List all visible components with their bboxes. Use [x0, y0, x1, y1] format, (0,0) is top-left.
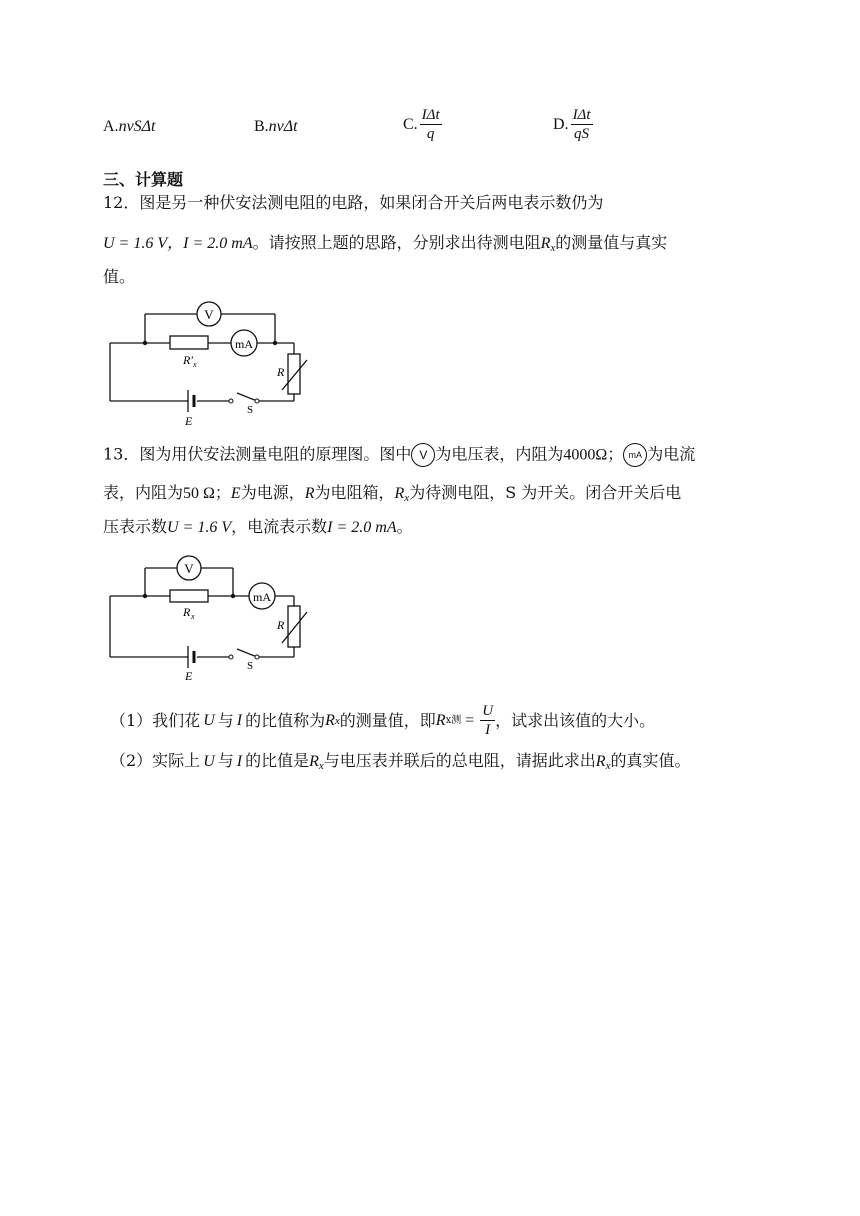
p1-a: （1）我们花: [110, 710, 201, 730]
p1-u: U: [203, 711, 215, 729]
p1-b: 与: [217, 710, 234, 730]
p1-e: ，试求出该值的大小。: [495, 710, 656, 730]
circuit-diagram-1: [105, 298, 315, 428]
q13-l2-e: 为待测电阻，S 为开关。闭合开关后电: [409, 483, 682, 502]
q13-l2-b: ；: [214, 483, 231, 502]
p1-i: I: [236, 711, 243, 729]
option-c-denominator: q: [426, 126, 435, 142]
option-c-fraction: [420, 106, 442, 143]
p1-eq: =: [465, 711, 475, 729]
option-d-numerator: IΔt: [572, 107, 591, 123]
q13-r: R: [304, 485, 315, 502]
q13-l3-b: ，电流表示数: [231, 517, 328, 536]
option-c: [403, 106, 442, 143]
q13-e: E: [230, 485, 241, 502]
q12-line2-b: 的测量值与真实: [555, 233, 668, 252]
rheostat-label-2: R: [277, 618, 285, 632]
q13-part2: [110, 750, 690, 777]
q12-line2: [103, 232, 667, 259]
q12-eq-u: U = 1.6 V，: [103, 235, 184, 252]
p1-rx: R: [325, 711, 335, 729]
switch-label-2: S: [247, 660, 254, 672]
option-d-fraction: [571, 106, 593, 143]
p1-c: 的比值称为: [245, 710, 326, 730]
p2-rx2-sub: x: [605, 760, 611, 772]
q13-i-eq: I = 2.0 mA: [327, 519, 397, 536]
p2-rx-sub: x: [318, 760, 324, 772]
q12-line3: 值。: [103, 267, 136, 286]
q13-l1-c: ；: [607, 444, 624, 464]
p2-b: 与: [217, 751, 234, 770]
circuit-diagram-2: [105, 550, 315, 682]
p2-e: 的真实值。: [610, 751, 691, 770]
q13-l3-a: 压表示数: [103, 517, 168, 536]
battery-label-2: E: [185, 669, 193, 682]
p2-u: U: [203, 753, 215, 770]
q13-l2-d: 为电阻箱，: [314, 483, 395, 502]
rheostat-symbol-2: [288, 606, 300, 647]
option-b-letter: B.: [254, 118, 269, 135]
option-c-letter: C.: [403, 116, 418, 133]
p1-d: 的测量值，即: [339, 710, 436, 730]
option-b-expr: nvΔt: [268, 118, 298, 135]
q13-u-eq: U = 1.6 V: [167, 519, 232, 536]
q13-line2: [103, 482, 681, 509]
q13-l2-c: 为电源，: [240, 483, 305, 502]
ammeter-icon: mA: [623, 443, 647, 467]
q13-l1-b: 为电压表，内阻为: [435, 444, 564, 464]
q13-line3: [103, 516, 413, 539]
option-d-denominator: qS: [574, 126, 590, 142]
q13-l2-a: 表，内阻为: [103, 483, 184, 502]
q12-rx-sub: x: [550, 242, 556, 254]
q12-line2-a: 。请按照上题的思路，分别求出待测电阻: [252, 233, 541, 252]
q13-rx: R: [394, 485, 405, 502]
option-a: [103, 115, 156, 138]
p2-i: I: [236, 753, 243, 770]
p1-fraction: [480, 702, 495, 739]
rheostat-symbol: [288, 354, 300, 394]
ammeter-label: mA: [235, 337, 253, 351]
option-b: [254, 115, 298, 138]
rx-label-2: R: [183, 605, 191, 619]
battery-label: E: [185, 414, 193, 428]
q13-part1: [110, 702, 655, 739]
p2-a: （2）实际上: [110, 751, 201, 770]
voltmeter-icon: V: [411, 443, 435, 467]
q13-line1: [103, 443, 695, 467]
p2-c: 的比值是: [245, 751, 310, 770]
switch-label: S: [247, 404, 254, 416]
voltmeter-label-2: V: [184, 561, 194, 576]
option-a-letter: A.: [103, 118, 119, 135]
rheostat-label: R: [277, 365, 285, 379]
q13-l1-a: 13．图为用伏安法测量电阻的原理图。图中: [103, 444, 412, 464]
q13-rx-sub: x: [404, 492, 410, 504]
option-c-numerator: IΔt: [421, 107, 440, 123]
p2-rx2: R: [595, 753, 606, 770]
q12-line1: 12．图是另一种伏安法测电阻的电路，如果闭合开关后两电表示数仍为: [103, 193, 604, 212]
rx-sub-2: x: [191, 612, 195, 621]
p1-rxm-sub: x测: [445, 714, 462, 726]
q13-l1-d: 为电流: [647, 444, 696, 464]
p1-rxm: R: [435, 711, 446, 729]
resistor-rx-symbol: [170, 336, 208, 349]
q13-rv: 4000Ω: [563, 446, 608, 464]
q13-l3-c: 。: [396, 517, 413, 536]
q13-ra: 50 Ω: [183, 485, 215, 502]
option-d-letter: D.: [553, 116, 569, 133]
p1-denominator: I: [485, 722, 491, 738]
q12-rx: R: [540, 235, 551, 252]
p1-numerator: U: [482, 703, 494, 719]
option-a-expr: nvSΔt: [118, 118, 156, 135]
rx-prime-label: R′: [183, 353, 193, 367]
p2-d: 与电压表并联后的总电阻，请据此求出: [323, 751, 596, 770]
rx-prime-sub: x: [193, 360, 197, 369]
section-title: 三、计算题: [103, 170, 184, 189]
q12-eq-i: I = 2.0 mA: [183, 235, 253, 252]
option-d: [553, 106, 593, 143]
p1-rx-sub: x: [334, 714, 340, 727]
voltmeter-label: V: [204, 307, 214, 322]
ammeter-label-2: mA: [253, 590, 271, 604]
p2-rx: R: [309, 753, 319, 770]
resistor-rx-symbol-2: [170, 590, 208, 602]
